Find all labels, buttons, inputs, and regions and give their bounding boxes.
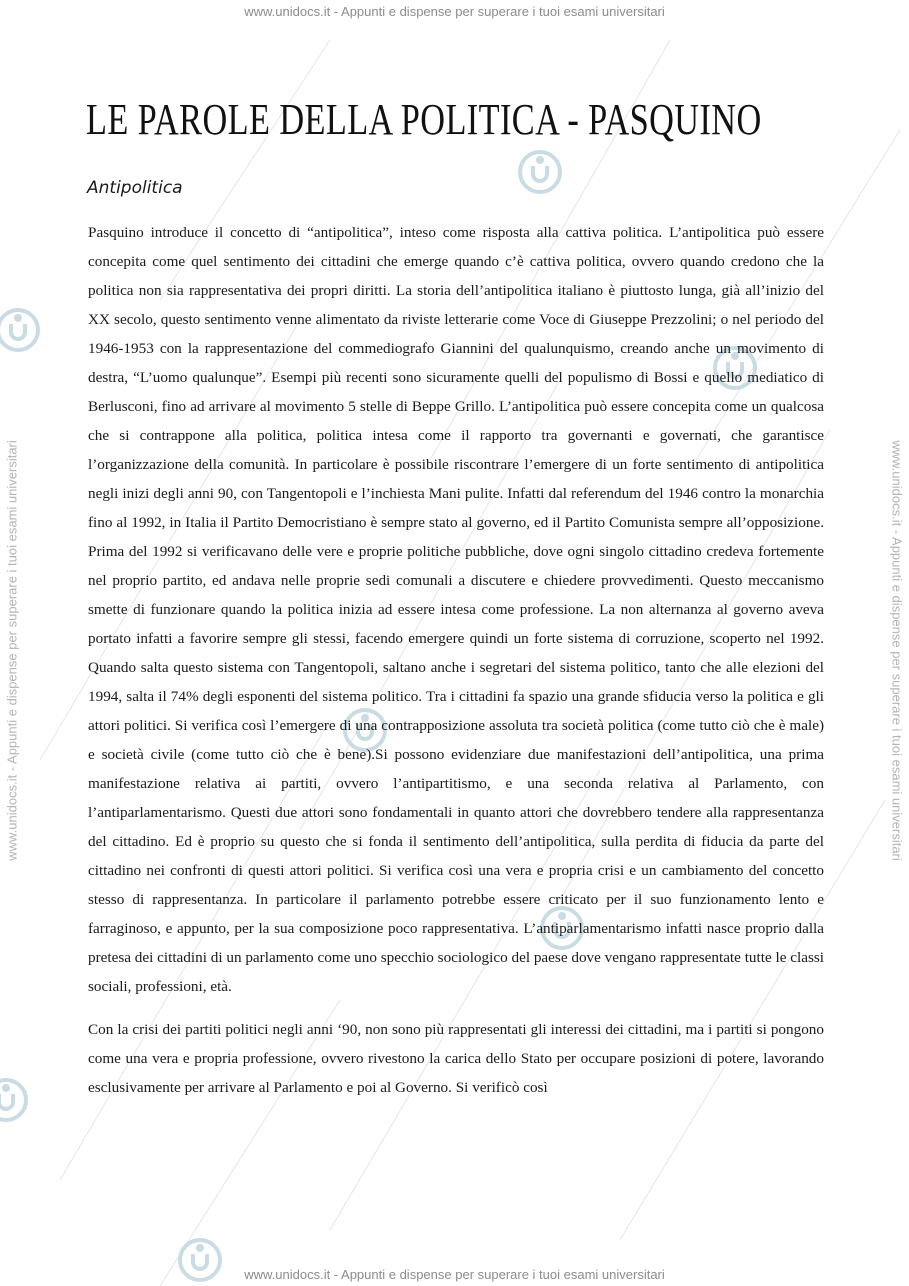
document-title: LE PAROLE DELLA POLITICA - PASQUINO bbox=[86, 95, 762, 144]
watermark-footer: www.unidocs.it - Appunti e dispense per superare i tuoi esami universitari bbox=[244, 1267, 665, 1282]
watermark-header: www.unidocs.it - Appunti e dispense per superare i tuoi esami universitari bbox=[244, 4, 665, 19]
unidocs-logo-icon bbox=[520, 152, 560, 192]
paragraph: Con la crisi dei partiti politici negli anni ‘90, non sono più rappresentati gli interessi dei cittadini, ma i partiti si pongono come una vera e propria professione, ovvero rivestono la carica dello Stato per occupare posizioni di potere, lavorando esclusivamente per arrivare al Parlamento e poi al Governo. Si verificò così bbox=[88, 1021, 824, 1096]
paragraph: Pasquino introduce il concetto di “antipolitica”, inteso come risposta alla cattiva politica. L’antipolitica può essere concepita come quel sentimento dei cittadini che emerge quando c’è cattiva politica, ovvero quando credono che la politica non sia rappresentativa dei propri diritti. La storia dell’antipolitica italiano è piuttosto lunga, già all’inizio del XX secolo, questo sentimento venne alimentato da riviste letterarie come Voce di Giuseppe Prezzolini; o nel periodo del 1946-1953 con la rappresentazione del commediografo Giannini del qualunquismo, creando anche un movimento di destra, “L’uomo qualunque”. Esempi più recenti sono sicuramente quelli del populismo di Bossi e quello mediatico di Berlusconi, fino ad arrivare al movimento 5 stelle di Beppe Grillo. L’antipolitica può essere concepita come un qualcosa che si contrappone alla politica, politica intesa come il rapporto tra governanti e governati, che garantisce l’organizzazione della comunità. In particolare è possibile riscontrare l’emergere di un forte sentimento di antipolitica negli inizi degli anni 90, con Tangentopoli e l’inchiesta Mani pulite. Infatti dal referendum del 1946 contro la monarchia fino al 1992, in Italia il Partito Democristiano è sempre stato al governo, ed il Partito Comunista sempre all’opposizione. Prima del 1992 si verificavano delle vere e proprie politiche pubbliche, dove ogni singolo cittadino credeva fortemente nel proprio partito, ed andava nelle proprie sedi comunali a discutere e chiedere provvedimenti. Questo meccanismo smette di funzionare quando la politica inizia ad essere intesa come professione. La non alternanza al governo aveva portato infatti a favorire sempre gli stessi, facendo emergere quindi un forte sistema di corruzione, scoperto nel 1992. Quando salta questo sistema con Tangentopoli, saltano anche i segretari del sistema politico, tanto che alle elezioni del 1994, salta il 74% degli esponenti del sistema politico. Tra i cittadini fa spazio una grande sfiducia verso la politica e gli attori politici. Si verifica così l’emergere di una contrapposizione assoluta tra società politica (come tutto ciò che è male) e società civile (come tutto ciò che è bene).Si possono evidenziare due manifestazioni dell’antipolitica, una prima manifestazione relativa ai partiti, ovvero l’antipartitismo, e una seconda relativa al Parlamento, con l’antiparlamentarismo. Questi due attori sono fondamentali in quanto attori che dovrebbero tendere alla rappresentanza del cittadino. Ed è proprio su questo che si fonda il sentimento dell’antipolitica, sulla perdita di fiducia da parte del cittadino nei confronti di questi attori politici. Si verifica così una vera e propria crisi e un cambiamento del concetto stesso di rappresentanza. In particolare il parlamento potrebbe essere criticato per il suo funzionamento lento e farraginoso, e appunto, per la sua composizione poco rappresentativa. L’antiparlamentarismo infatti nasce proprio dalla pretesa dei cittadini di un parlamento come uno specchio sociologico del paese dove vengano rappresentate tutte le classi sociali, professioni, età. bbox=[88, 224, 824, 995]
section-title: Antipolitica bbox=[87, 178, 183, 198]
watermark-left-margin: www.unidocs.it - Appunti e dispense per superare i tuoi esami universitari bbox=[4, 440, 20, 861]
document-body bbox=[88, 218, 824, 1116]
watermark-right-margin: www.unidocs.it - Appunti e dispense per superare i tuoi esami universitari bbox=[889, 440, 905, 861]
unidocs-logo-icon bbox=[0, 1080, 26, 1120]
